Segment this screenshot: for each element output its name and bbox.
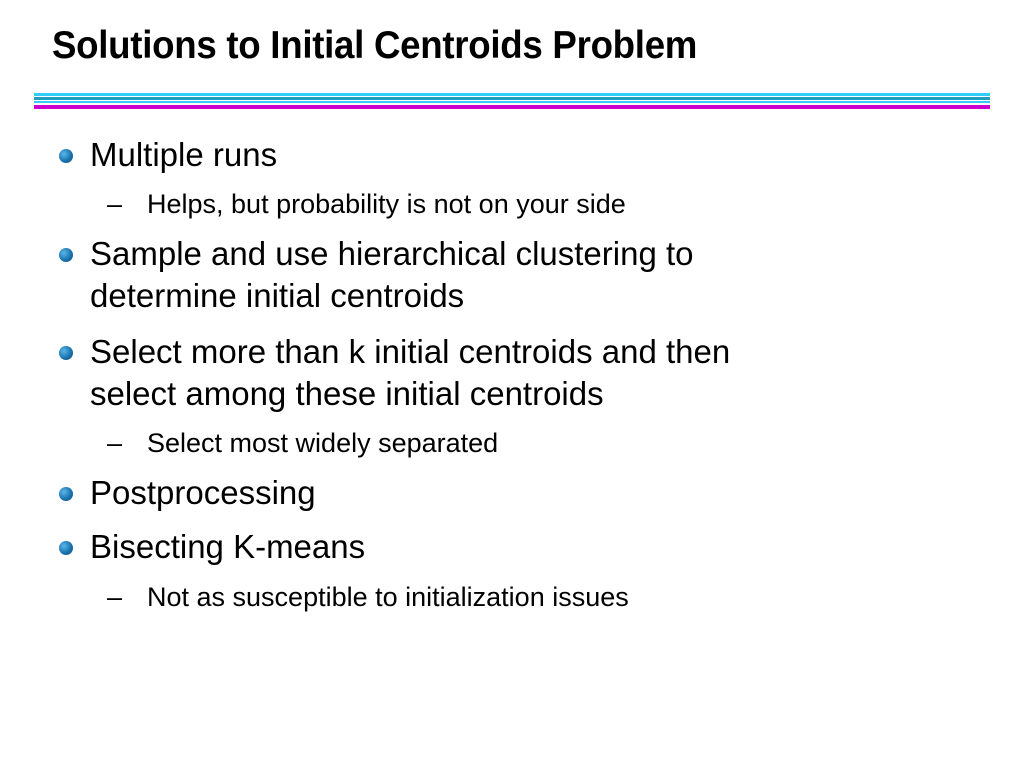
dash-icon: – — [107, 189, 123, 219]
list-item-text-line1: Sample and use hierarchical clustering to — [90, 235, 694, 272]
divider-stripe-cyan-lower — [34, 101, 990, 103]
list-item-text: Bisecting K-means — [90, 528, 366, 565]
divider-stripe-teal — [34, 97, 990, 100]
list-item-text-line2: select among these initial centroids — [90, 375, 604, 412]
bullet-dot-icon — [59, 541, 73, 555]
sub-item-helps — [107, 187, 626, 221]
bullet-dot-icon — [59, 248, 73, 262]
bullet-dot-icon — [59, 487, 73, 501]
list-item-postprocessing — [90, 472, 316, 514]
list-item-multiple-runs — [90, 134, 277, 176]
list-item-text: Postprocessing — [90, 474, 316, 511]
list-item-bisecting — [90, 526, 365, 568]
dash-icon: – — [107, 428, 123, 458]
sub-item-text: Not as susceptible to initialization issues — [147, 582, 629, 612]
dash-icon: – — [107, 582, 123, 612]
list-item-text: Multiple runs — [90, 136, 278, 173]
sub-item-select-widely — [107, 426, 499, 460]
bullet-dot-icon — [59, 149, 73, 163]
list-item-text-line2: determine initial centroids — [90, 277, 465, 314]
slide-title: Solutions to Initial Centroids Problem — [52, 24, 698, 67]
sub-item-text: Select most widely separated — [147, 428, 499, 458]
divider-stripe-cyan — [34, 93, 990, 96]
title-divider — [34, 93, 990, 111]
sub-item-not-susceptible — [107, 580, 629, 614]
list-item-text-line1: Select more than k initial centroids and then — [90, 333, 731, 370]
list-item-select-more — [90, 331, 730, 415]
bullet-dot-icon — [59, 346, 73, 360]
list-item-sample-hierarchical — [90, 233, 694, 317]
sub-item-text: Helps, but probability is not on your side — [147, 189, 626, 219]
divider-stripe-magenta — [34, 105, 990, 109]
